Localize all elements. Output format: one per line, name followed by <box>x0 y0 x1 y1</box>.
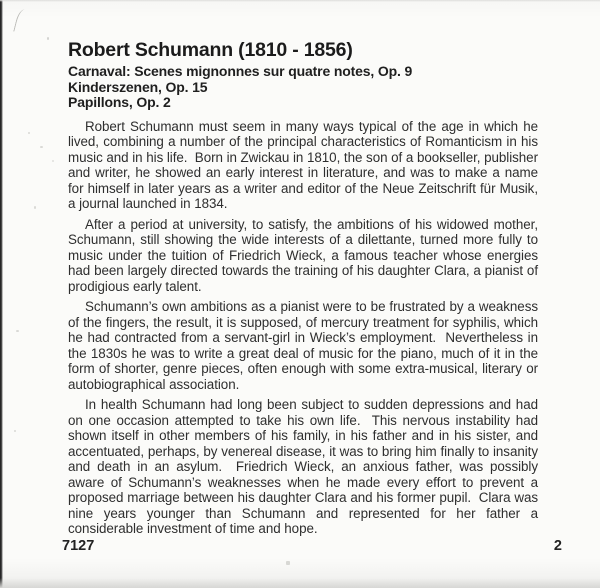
work-item: Carnaval: Scenes mignonnes sur quatre notes, Op. 9 <box>68 63 413 79</box>
work-item: Papillons, Op. 2 <box>68 94 171 111</box>
scan-speck <box>286 561 290 565</box>
scan-speck <box>47 37 49 40</box>
catalog-number: 7127 <box>62 538 95 554</box>
scan-speck <box>52 160 54 162</box>
scan-speck <box>28 132 30 134</box>
scan-edge-left <box>0 0 3 588</box>
scan-mark <box>13 8 29 34</box>
page-title: Robert Schumann (1810 - 1856) <box>68 39 353 61</box>
scan-speck <box>40 146 43 148</box>
scan-edge-top <box>0 0 600 2</box>
page-footer <box>62 538 562 554</box>
paragraph: Schumann’s own ambitions as a pianist were to be frustrated by a weakness of the fingers, the result, it is supposed, of mercury treatment for syphilis, which he had contracted from a servant-girl in Wieck’s employment. Nevertheless in the 1830s he was to write a great deal of music for the piano, much of it in the form of shorter, genre pieces, often enough with some extra-musical, literary or autobiographical association. <box>68 299 542 392</box>
work-list <box>68 64 538 111</box>
scan-speck <box>34 206 36 209</box>
paragraph: Robert Schumann must seem in many ways typical of the age in which he lived, combining a number of the principal characteristics of Romanticism in his music and in his life. Born in Zwickau in 1810, the son of a bookseller, publisher and writer, he showed an early interest in literature, and was to make a name for himself in later years as a writer and editor of the Neue Zeitschrift für Musik, a journal launched in 1834. <box>68 118 542 212</box>
scan-shadow-bottom <box>0 578 600 588</box>
page-number: 2 <box>553 538 562 554</box>
liner-notes <box>68 39 542 537</box>
scan-speck <box>14 430 16 432</box>
work-item: Kinderszenen, Op. 15 <box>68 78 208 95</box>
paragraph: In health Schumann had long been subject to sudden depressions and had on one occasion attempted to take his own life. This nervous instability had shown itself in other members of his family, in his father and in his sister, and accentuated, perhaps, by venereal disease, it was to bring him finally to insanity and death in an asylum. Friedrich Wieck, an anxious father, was possibly aware of Schumann’s weaknesses when he made every effort to prevent a proposed marriage between his daughter Clara and his former pupil. Clara was nine years younger than Schumann and represented for her father a considerable investment of time and hope. <box>68 397 542 537</box>
paragraph: After a period at university, to satisfy, the ambitions of his widowed mother, Schumann, still showing the wide interests of a dilettante, turned more fully to music under the tuition of Friedrich Wieck, a famous teacher whose energies had been largely directed towards the training of his daughter Clara, a pianist of prodigious early talent. <box>68 216 542 294</box>
scan-speck <box>16 330 19 332</box>
